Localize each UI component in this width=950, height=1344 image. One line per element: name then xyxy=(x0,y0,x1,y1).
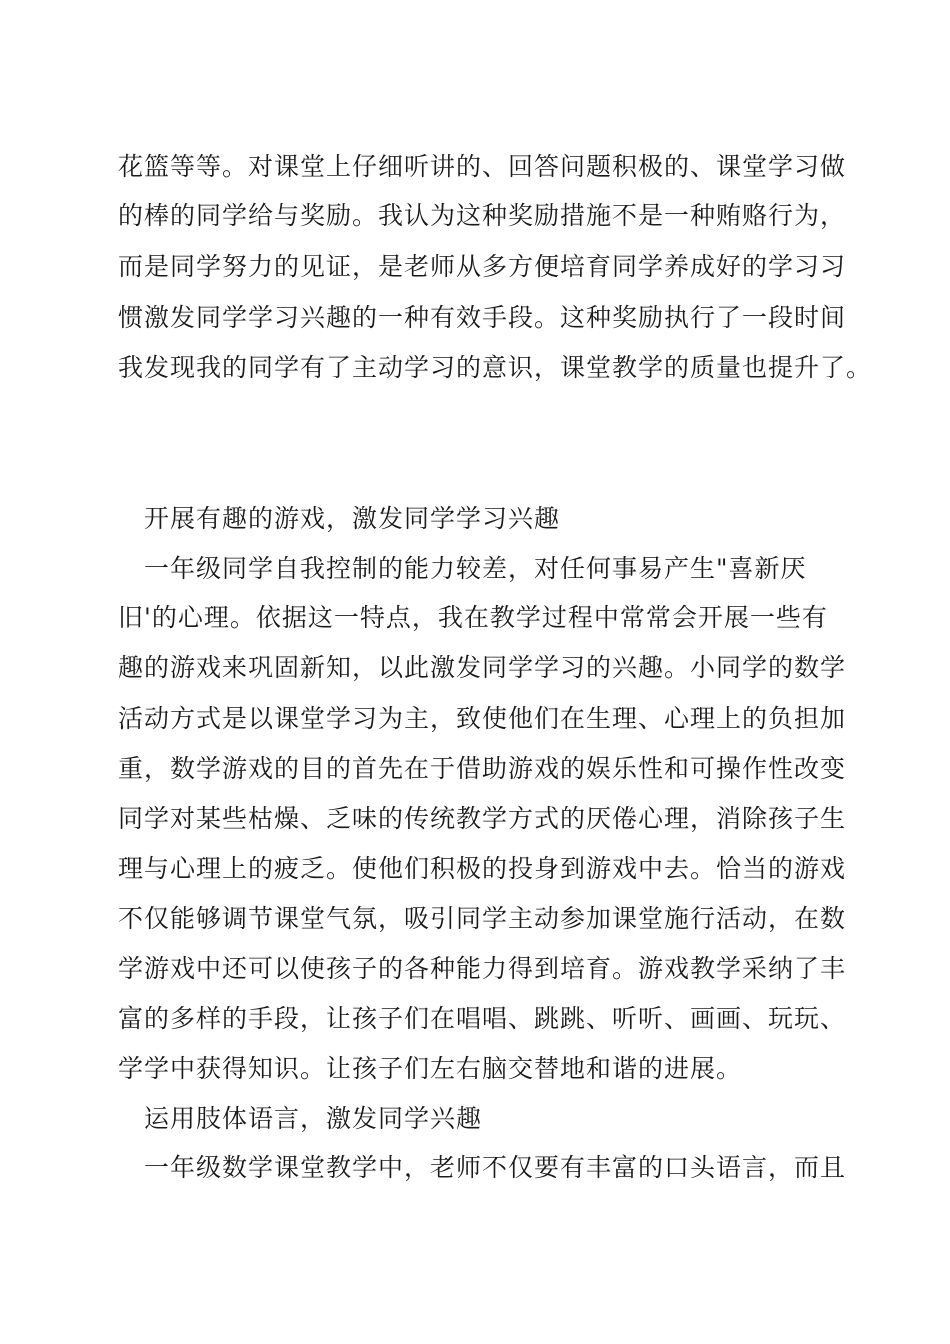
section-heading: 开展有趣的游戏，激发同学学习兴趣 xyxy=(144,504,561,533)
text-line: 惯激发同学学习兴趣的一种有效手段。这种奖励执行了一段时间 xyxy=(118,303,847,332)
section-heading: 运用肢体语言，激发同学兴趣 xyxy=(144,1104,483,1133)
text-line: 重，数学游戏的目的首先在于借助游戏的娱乐性和可操作性改变 xyxy=(118,754,847,783)
text-line: 一年级同学自我控制的能力较差，对任何事易产生"喜新厌 xyxy=(144,554,807,583)
text-line: 理与心理上的疲乏。使他们积极的投身到游戏中去。恰当的游戏 xyxy=(118,854,847,883)
text-line: 学游戏中还可以使孩子的各种能力得到培育。游戏教学采纳了丰 xyxy=(118,954,847,983)
text-line: 花篮等等。对课堂上仔细听讲的、回答问题积极的、课堂学习做 xyxy=(118,152,847,181)
text-line: 一年级数学课堂教学中，老师不仅要有丰富的口头语言，而且 xyxy=(144,1153,847,1182)
text-line: 不仅能够调节课堂气氛，吸引同学主动参加课堂施行活动，在数 xyxy=(118,904,847,933)
text-line: 富的多样的手段，让孩子们在唱唱、跳跳、听听、画画、玩玩、 xyxy=(118,1004,847,1033)
text-line: 同学对某些枯燥、乏味的传统教学方式的厌倦心理，消除孩子生 xyxy=(118,804,847,833)
text-line: 趣的游戏来巩固新知，以此激发同学学习的兴趣。小同学的数学 xyxy=(118,653,847,682)
text-line: 我发现我的同学有了主动学习的意识，课堂教学的质量也提升了。 xyxy=(118,353,873,382)
text-line: 而是同学努力的见证，是老师从多方便培育同学养成好的学习习 xyxy=(118,252,847,281)
text-line: 的棒的同学给与奖励。我认为这种奖励措施不是一种贿赂行为， xyxy=(118,201,847,230)
text-line: 活动方式是以课堂学习为主，致使他们在生理、心理上的负担加 xyxy=(118,704,847,733)
text-line: 学学中获得知识。让孩子们左右脑交替地和谐的进展。 xyxy=(118,1054,743,1083)
text-line: 旧'的心理。依据这一特点，我在教学过程中常常会开展一些有 xyxy=(118,603,828,632)
